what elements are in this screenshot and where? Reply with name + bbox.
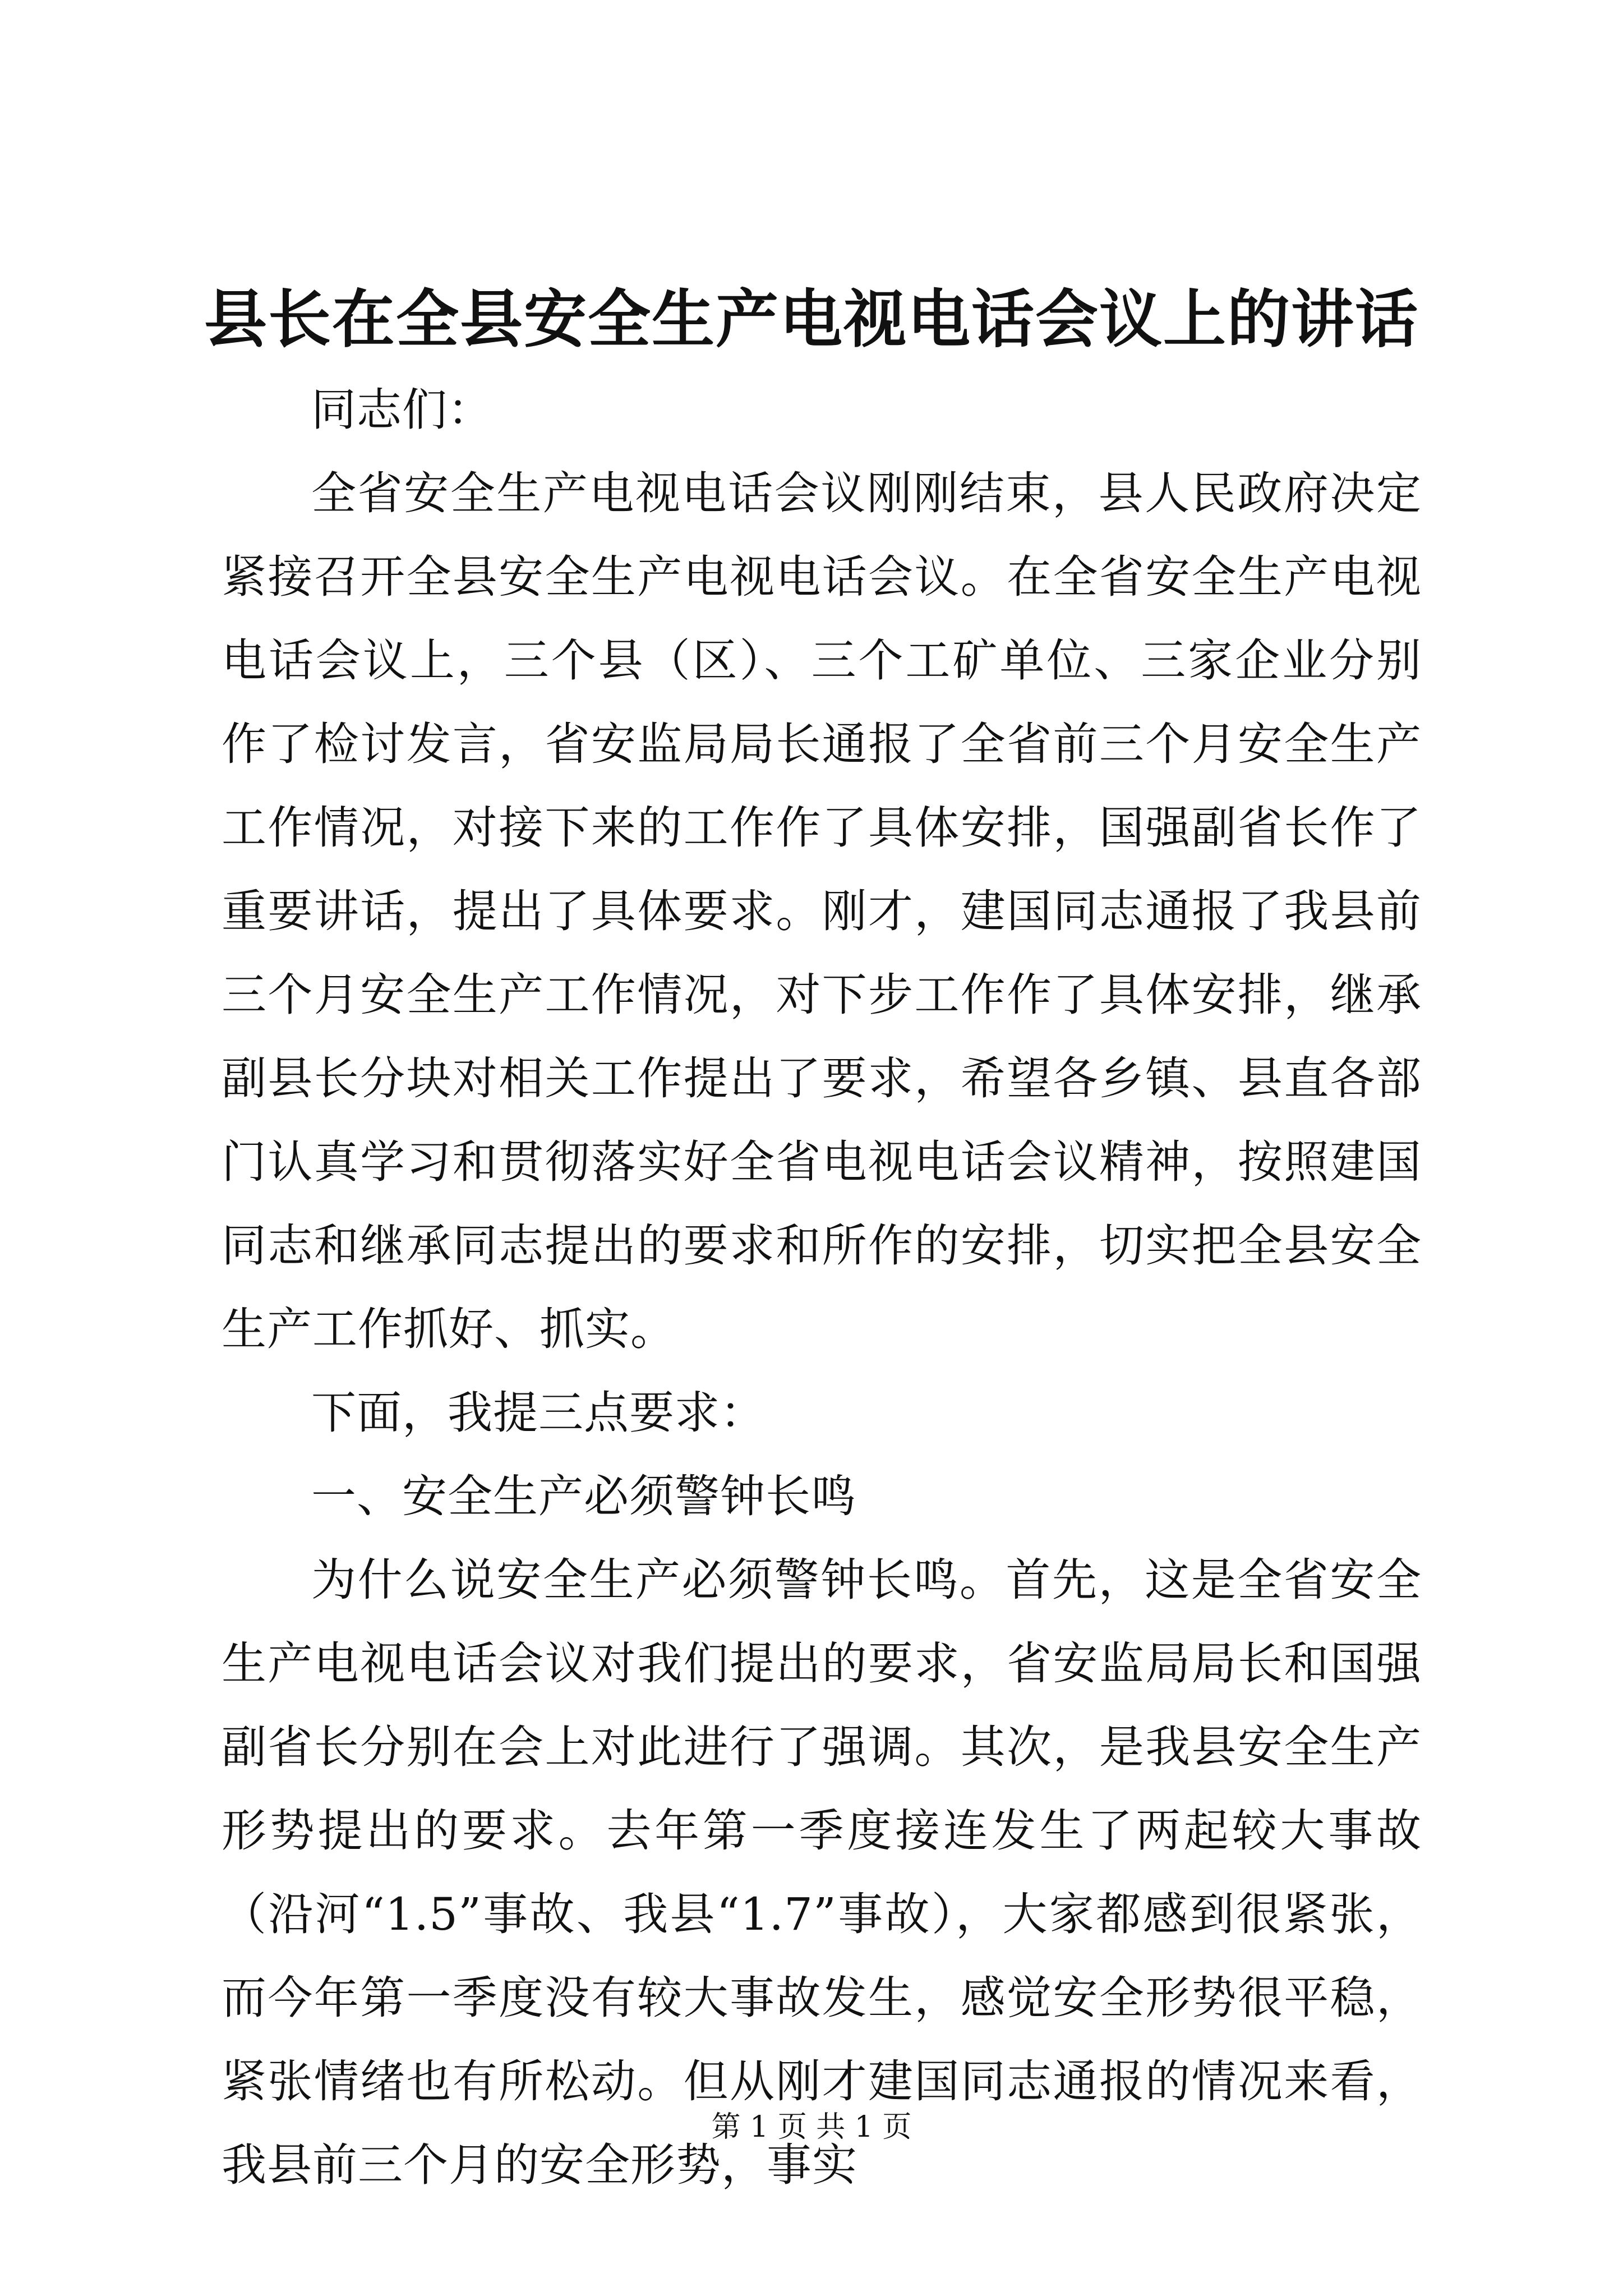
paragraph-section-one-body: 为什么说安全生产必须警钟长鸣。首先，这是全省安全生产电视电话会议对我们提出的要求，省安监局局长和国强副省长分别在会上对此进行了强调。其次，是我县安全生产形势提出的要求。去年第一季度接连发生了两起较大事故（沿河“1.5”事故、我县“1.7”事故），大家都感到很紧张，而今年第一季度没有较大事故发生，感觉安全形势很平稳，紧张情绪也有所松动。但从刚才建国同志通报的情况来看，我县前三个月的安全形势，事实: [222, 1554, 1422, 2191]
paragraph-three-requirements: 下面，我提三点要求：: [311, 1387, 766, 1439]
paragraph-intro: 全省安全生产电视电话会议刚刚结束，县人民政府决定紧接召开全县安全生产电视电话会议。在全省安全生产电视电话会议上，三个县（区）、三个工矿单位、三家企业分别作了检讨发言，省安监局局长通报了全省前三个月安全生产工作情况，对接下来的工作作了具体安排，国强副省长作了重要讲话，提出了具体要求。刚才，建国同志通报了我县前三个月安全生产工作情况，对下步工作作了具体安排，继承副县长分块对相关工作提出了要求，希望各乡镇、县直各部门认真学习和贯彻落实好全省电视电话会议精神，按照建国同志和继承同志提出的要求和所作的安排，切实把全县安全生产工作抓好、抓实。: [222, 467, 1422, 1355]
page-footer: 第 1 页 共 1 页: [711, 2110, 912, 2144]
document-body: [222, 368, 1422, 2207]
paragraph-salutation: 同志们：: [311, 384, 493, 436]
page-title: 县长在全县安全生产电视电话会议上的讲话: [204, 283, 1419, 356]
section-heading-one: 一、安全生产必须警钟长鸣: [311, 1470, 856, 1522]
